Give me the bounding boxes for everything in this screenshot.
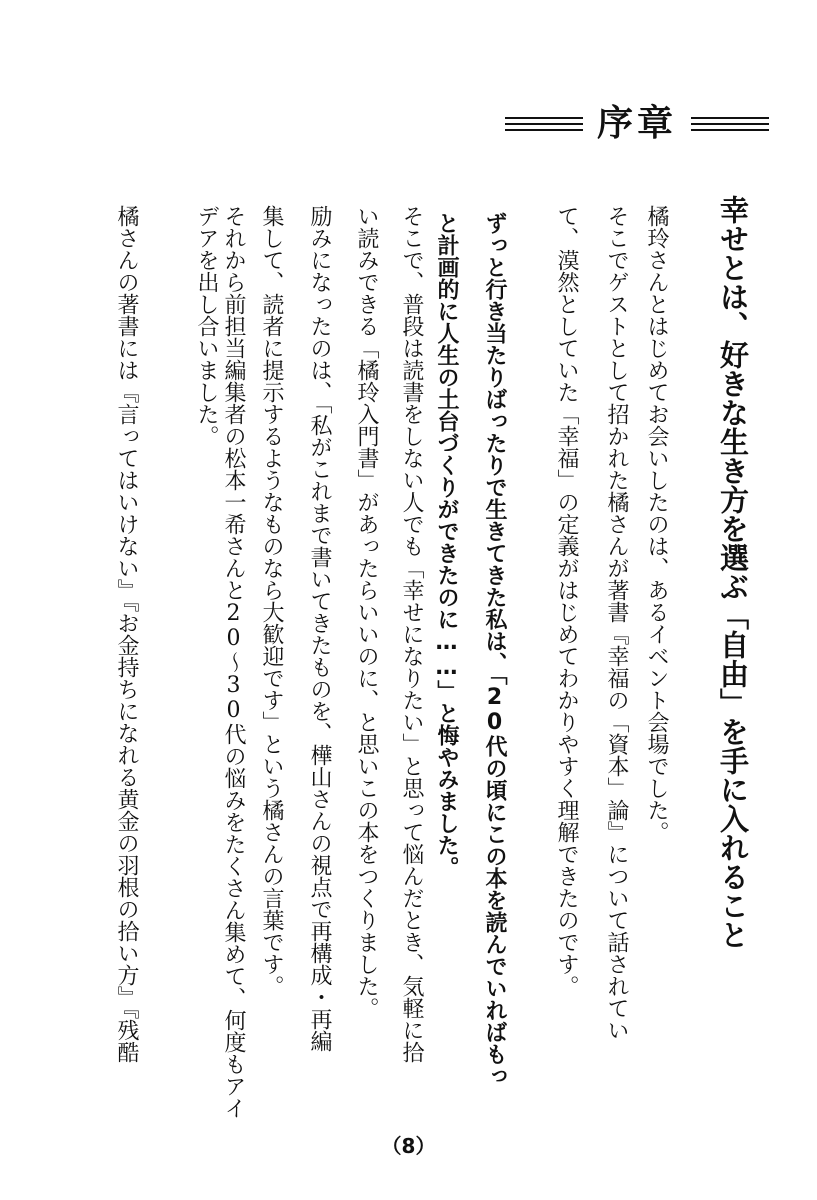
body-line-2: そこでゲストとして招かれた橘さんが著書『幸福の「資本」論』について話されてい <box>604 205 629 1041</box>
body-line-1: 橘玲さんとはじめてお会いしたのは、あるイベント会場でした。 <box>644 205 669 843</box>
chapter-header <box>505 103 769 144</box>
body-line-6: そこで、普段は読書をしない人でも「幸せになりたい」と思って悩んだとき、気軽に拾 <box>399 205 424 1063</box>
emphasis-line-2: と計画的に人生の土台づくりができたのに……」と悔やみました。 <box>434 212 459 878</box>
body-line-12: 橘さんの著書には『言ってはいけない』『お金持ちになれる黄金の羽根の拾い方』『残酷 <box>114 205 139 1063</box>
emphasis-line-1: ずっと行き当たりばったりで生きてきた私は、「20代の頃にこの本を読んでいればもっ <box>482 212 507 1087</box>
page-number: （8） <box>381 1134 436 1158</box>
section-heading: 幸せとは、好きな生き方を選ぶ「自由」を手に入れること <box>716 195 750 949</box>
triple-rule-left <box>505 117 583 131</box>
body-line-11: デアを出し合いました。 <box>194 205 219 447</box>
body-line-7: い読みできる「橘玲入門書」があったらいいのに、と思いこの本をつくりました。 <box>354 205 379 1019</box>
body-line-9: 集して、読者に提示するようなものなら大歓迎です」という橘さんの言葉です。 <box>259 205 284 997</box>
body-line-8: 励みになったのは、「私がこれまで書いてきたものを、樺山さんの視点で再構成・再編 <box>307 205 332 1052</box>
triple-rule-right <box>691 117 769 131</box>
body-line-3: て、漠然としていた「幸福」の定義がはじめてわかりやすく理解できたのです。 <box>554 205 579 997</box>
chapter-title: 序章 <box>596 103 677 144</box>
body-line-10: それから前担当編集者の松本一希さんと20〜30代の悩みをたくさん集めて、何度もアイ <box>221 205 246 1119</box>
